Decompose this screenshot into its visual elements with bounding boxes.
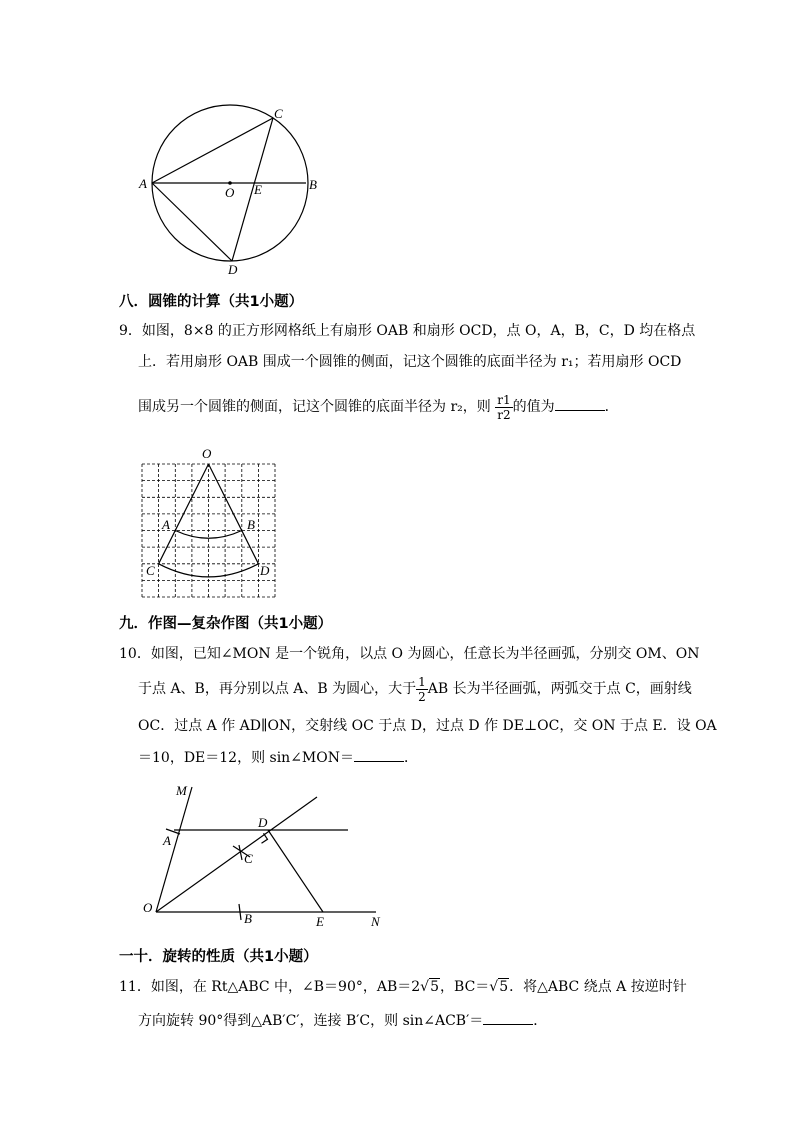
label-A: A	[162, 517, 170, 532]
q11-sqrt2: √5	[489, 979, 509, 995]
label-D: D	[260, 563, 270, 578]
label-B: B	[244, 911, 252, 926]
q9-text1: 如图，8×8 的正方形网格纸上有扇形 OAB 和扇形 OCD，点 O，A，B，C，D 均在格点	[141, 323, 696, 339]
section-heading-10: 一十．旋转的性质（共1小题）	[119, 949, 318, 965]
label-A: A	[139, 176, 147, 191]
q11-line1	[119, 977, 687, 997]
label-O: O	[225, 185, 235, 200]
q10-text2: 于点 A、B，再分别以点 A、B 为圆心，大于	[138, 681, 417, 697]
q11-text1b: ，BC＝	[440, 979, 490, 995]
label-B: B	[247, 517, 255, 532]
label-D: D	[228, 262, 238, 277]
q9-line2: 上．若用扇形 OAB 围成一个圆锥的侧面，记这个圆锥的底面半径为 r₁；若用扇形 OCD	[138, 354, 682, 370]
grid-sector-figure	[138, 445, 283, 600]
q10-fraction	[416, 675, 428, 704]
q10-end: ．	[404, 750, 418, 766]
label-D: D	[258, 815, 268, 830]
q10-number: 10．	[119, 646, 151, 662]
q9-text3: 围成另一个圆锥的侧面，记这个圆锥的底面半径为 r₂，则	[138, 399, 491, 415]
q10-frac-num: 1	[418, 674, 426, 689]
q10-frac-den: 2	[418, 689, 426, 704]
label-E: E	[316, 914, 324, 929]
q10-text4: ＝10，DE＝12，则 sin∠MON＝	[138, 750, 354, 766]
label-E: E	[254, 182, 262, 197]
q10-line2	[138, 671, 692, 707]
q10-line1	[119, 644, 699, 664]
label-C: C	[146, 563, 155, 578]
q11-end: ．	[533, 1013, 548, 1029]
label-C: C	[274, 106, 283, 121]
q11-answer-blank[interactable]	[483, 1012, 533, 1025]
q9-fraction	[495, 393, 512, 422]
q11-sqrt1: √5	[420, 979, 440, 995]
q9-frac-num: r1	[497, 392, 511, 407]
q10-text2b: AB 长为半径画弧，两弧交于点 C，画射线	[427, 681, 692, 697]
section-heading-9: 九．作图—复杂作图（共1小题）	[119, 616, 333, 632]
q9-line3	[138, 389, 619, 425]
q9-answer-blank[interactable]	[555, 398, 605, 411]
q9-frac-den: r2	[497, 407, 511, 422]
q10-line3: OC．过点 A 作 AD∥ON，交射线 OC 于点 D，过点 D 作 DE⊥OC，交 ON 于点 E．设 OA	[138, 718, 717, 734]
q11-text2: 方向旋转 90°得到△AB′C′，连接 B′C，则 sin∠ACB′＝	[138, 1013, 484, 1029]
label-N: N	[371, 914, 380, 929]
label-A: A	[163, 833, 171, 848]
label-O: O	[202, 446, 212, 461]
q10-answer-blank[interactable]	[354, 749, 404, 762]
circle-figure	[130, 95, 330, 285]
label-O: O	[143, 900, 153, 915]
q9-end: ．	[604, 399, 619, 415]
q9-text3b: 的值为	[512, 399, 555, 415]
label-C: C	[244, 851, 253, 866]
q10-text1: 如图，已知∠MON 是一个锐角，以点 O 为圆心，任意长为半径画弧，分别交 OM、ON	[150, 646, 700, 662]
q9-number: 9．	[119, 323, 142, 339]
label-B: B	[309, 177, 317, 192]
section-heading-8: 八．圆锥的计算（共1小题）	[119, 294, 304, 310]
q11-number: 11．	[119, 979, 151, 995]
q11-text1c: ．将△ABC 绕点 A 按逆时针	[509, 979, 687, 995]
q11-line2	[138, 1011, 547, 1031]
q10-line4	[138, 748, 418, 768]
label-M: M	[176, 783, 187, 798]
q9-line1	[119, 321, 695, 341]
q11-text1a: 如图，在 Rt△ABC 中，∠B＝90°，AB＝2	[150, 979, 421, 995]
angle-construction-figure	[138, 780, 388, 930]
